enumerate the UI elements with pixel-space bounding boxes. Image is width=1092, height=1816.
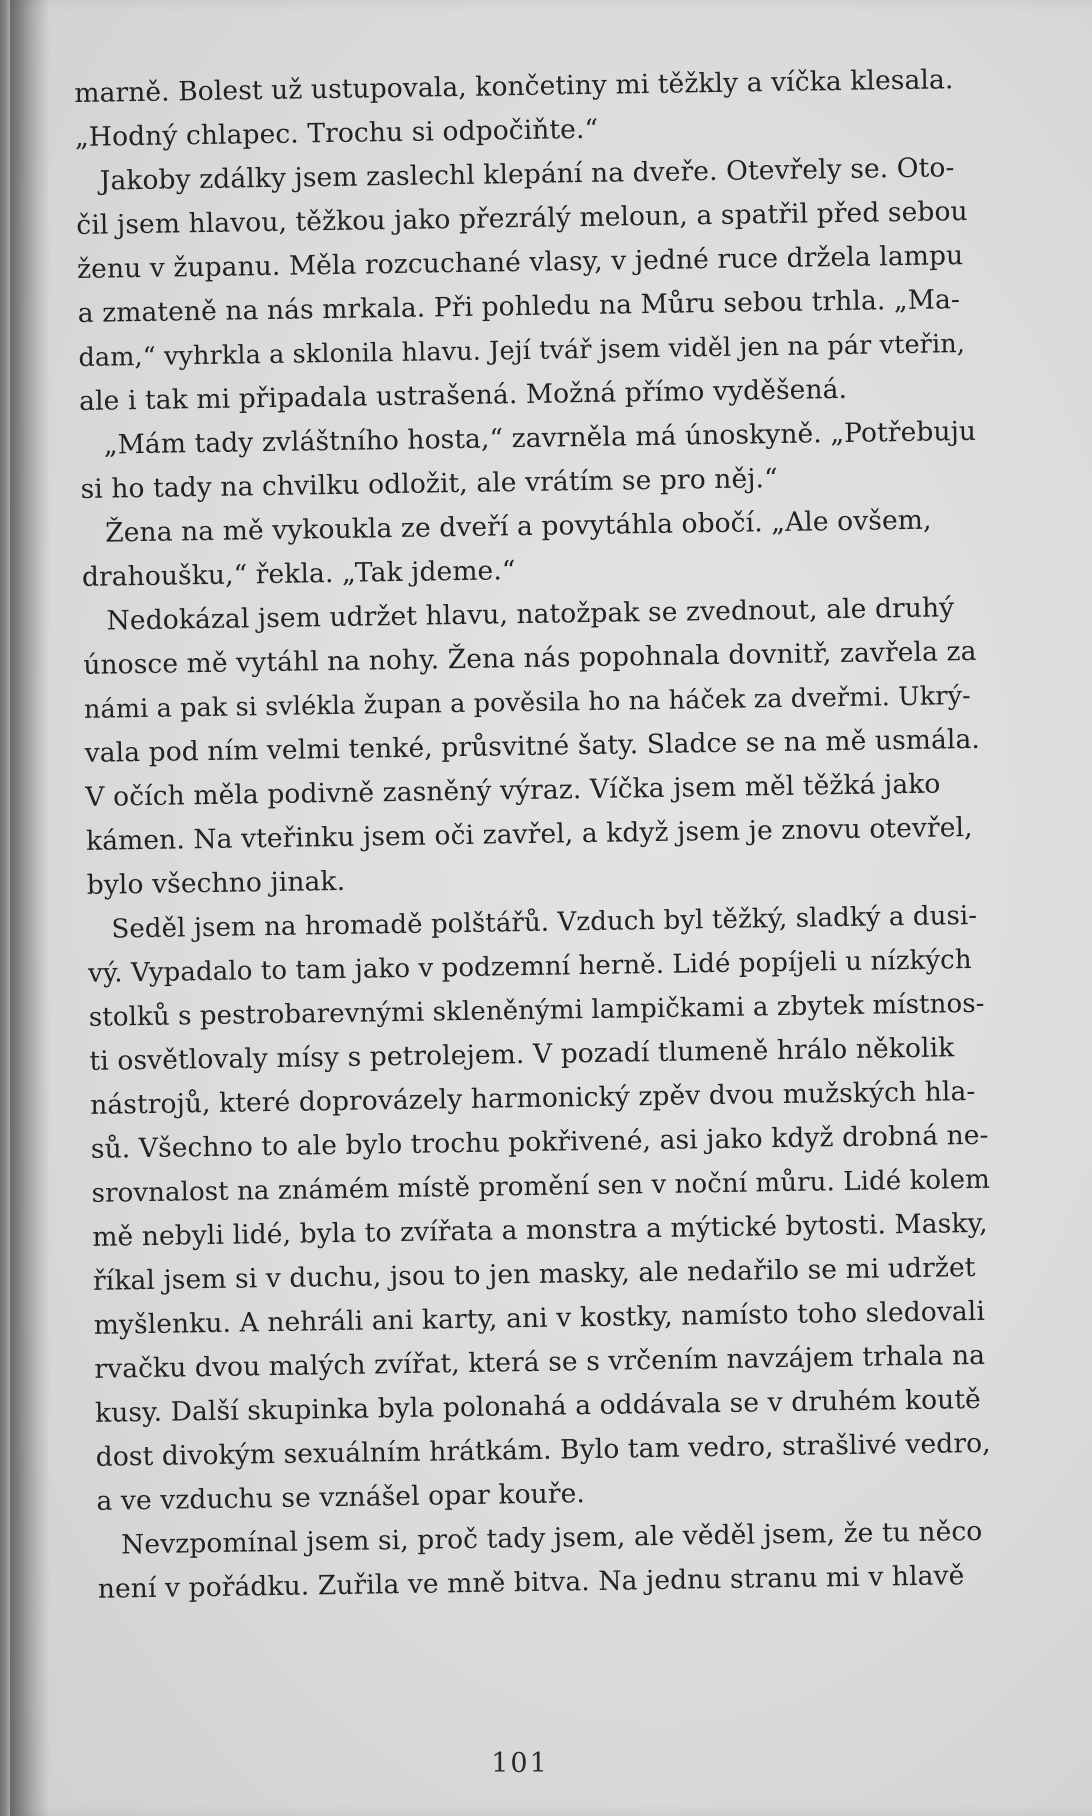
body-text xyxy=(74,58,998,1612)
text-line: ženu v županu. Měla rozcuchané vlasy, v jedné ruce držela lampu xyxy=(76,240,964,285)
text-line: myšlenku. A nehráli ani karty, ani v kostky, namísto toho sledovali xyxy=(93,1295,986,1341)
text-line: vý. Vypadalo to tam jako v podzemní herně. Lidé popíjeli u nízkých xyxy=(87,945,972,989)
text-line: „Hodný chlapec. Trochu si odpočiňte.“ xyxy=(74,113,599,153)
page-number: 101 xyxy=(491,1748,549,1779)
text-line: dam,“ vyhrkla a sklonila hlavu. Její tvář jsem viděl jen na pár vteřin, xyxy=(78,329,966,373)
text-line: mě nebyli lidé, byla to zvířata a monstra a mýtické bytosti. Masky, xyxy=(92,1207,988,1253)
text-line: „Mám tady zvláštního hosta,“ zavrněla má únoskyně. „Potřebuju xyxy=(103,415,977,461)
text-line: nástrojů, které doprovázely harmonický zpěv dvou mužských hla- xyxy=(89,1075,976,1121)
text-line: V očích měla podivně zasněný výraz. Víčka jsem měl těžká jako xyxy=(85,768,941,813)
text-line: Jakoby zdálky jsem zaslechl klepání na dveře. Otevřely se. Oto- xyxy=(99,152,955,197)
text-line: ti osvětlovaly mísy s petrolejem. V pozadí tlumeně hrálo několik xyxy=(89,1032,955,1077)
text-line: vala pod ním velmi tenké, průsvitné šaty. Sladce se na mě usmála. xyxy=(84,723,981,769)
text-line: rvačku dvou malých zvířat, která se s vrčením navzájem trhala na xyxy=(94,1339,986,1385)
text-line: kámen. Na vteřinku jsem oči zavřel, a když jsem je znovu otevřel, xyxy=(85,811,973,857)
text-line: sů. Všechno to ale bylo trochu pokřivené, asi jako když drobná ne- xyxy=(90,1119,989,1165)
text-line: dost divokým sexuálním hrátkám. Bylo tam vedro, strašlivé vedro, xyxy=(95,1427,991,1473)
text-line: stolků s pestrobarevnými skleněnými lampičkami a zbytek místnos- xyxy=(88,988,985,1033)
book-page xyxy=(10,0,1092,1816)
text-line: Nevzpomínal jsem si, proč tady jsem, ale věděl jsem, že tu něco xyxy=(120,1515,983,1561)
text-line: námi a pak si svlékla župan a pověsila ho na háček za dveřmi. Ukrý- xyxy=(83,680,972,725)
text-line: ale i tak mi připadala ustrašená. Možná přímo vyděšená. xyxy=(78,373,848,417)
text-line: čil jsem hlavou, těžkou jako přezrálý meloun, a spatřil před sebou xyxy=(76,195,968,241)
text-line: a ve vzduchu se vznášel opar kouře. xyxy=(96,1478,586,1517)
text-line: drahoušku,“ řekla. „Tak jdeme.“ xyxy=(81,555,516,593)
text-line: říkal jsem si v duchu, jsou to jen masky, ale nedařilo se mi udržet xyxy=(92,1251,976,1297)
gutter-shadow xyxy=(10,0,50,1816)
text-line: únosce mě vytáhl na nohy. Žena nás popohnala dovnitř, zavřela za xyxy=(83,635,977,681)
text-line: Seděl jsem na hromadě polštářů. Vzduch byl těžký, sladký a dusi- xyxy=(111,900,978,945)
text-line: marně. Bolest už ustupovala, končetiny mi těžkly a víčka klesala. xyxy=(74,64,954,109)
text-line: si ho tady na chvilku odložit, ale vrátím se pro něj.“ xyxy=(80,462,778,505)
text-line: srovnalost na známém místě promění sen v noční můru. Lidé kolem xyxy=(91,1164,991,1209)
text-line: bylo všechno jinak. xyxy=(86,865,346,901)
text-line: kusy. Další skupinka byla polonahá a oddávala se v druhém koutě xyxy=(94,1383,982,1429)
text-line: a zmateně na nás mrkala. Při pohledu na Můru sebou trhla. „Ma- xyxy=(77,284,961,329)
text-line: není v pořádku. Zuřila ve mně bitva. Na jednu stranu mi v hlavě xyxy=(97,1560,965,1605)
text-line: Žena na mě vykoukla ze dveří a povytáhla obočí. „Ale ovšem, xyxy=(105,504,932,549)
text-line: Nedokázal jsem udržet hlavu, natožpak se zvednout, ale druhý xyxy=(106,592,955,637)
